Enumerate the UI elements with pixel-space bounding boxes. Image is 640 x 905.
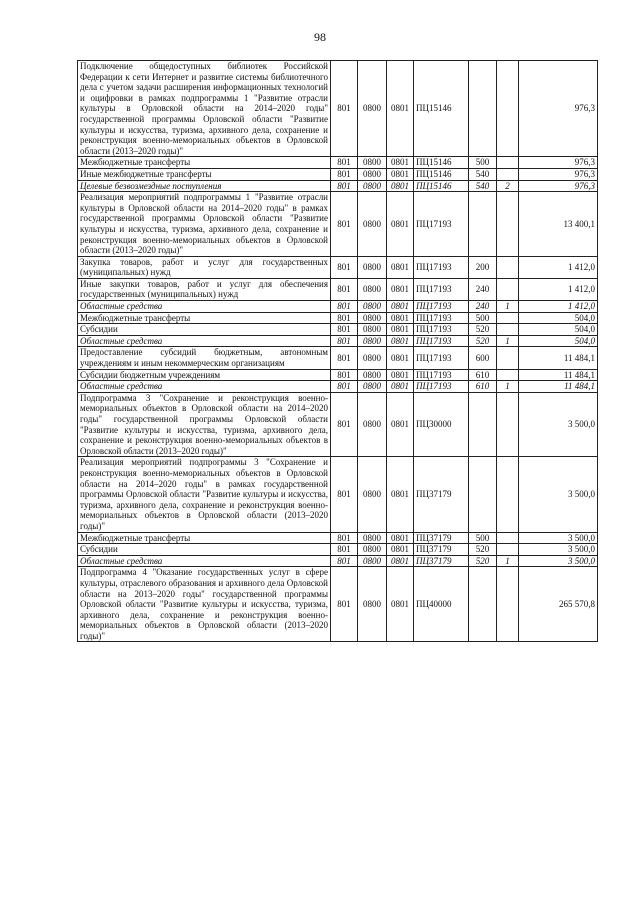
row-subsection-code: 0801: [387, 544, 414, 556]
row-funding-source: 1: [497, 301, 519, 313]
table-row: [78, 157, 598, 169]
row-section-code: 0800: [358, 278, 387, 300]
row-name: Реализация мероприятий подпрограммы 3 "Сохранение и реконструкция военно-мемориальных объектов в Орловской области на 2014–2020 годы" в рамках государственной программы Орловской области "Развитие культуры и искусства, туризма, архивного дела, сохранение и реконструкция военно-мемориальных объектов в Орловской области (2013–2020 годы)": [78, 457, 331, 532]
row-target-article: ПЦ17193: [414, 369, 469, 381]
row-target-article: ПЦ17193: [414, 381, 469, 393]
row-name: Областные средства: [78, 335, 331, 347]
row-section-code: 0800: [358, 555, 387, 567]
row-amount: 11 484,1: [519, 347, 598, 369]
row-subsection-code: 0801: [387, 381, 414, 393]
row-amount: 976,3: [519, 157, 598, 169]
table-row: [78, 312, 598, 324]
row-target-article: ПЦ37179: [414, 555, 469, 567]
row-subsection-code: 0801: [387, 168, 414, 180]
row-funding-source: [497, 544, 519, 556]
row-ved-code: 801: [331, 567, 358, 642]
table-row: [78, 457, 598, 532]
budget-table: [77, 60, 598, 642]
row-name: Подпрограмма 3 "Сохранение и реконструкция военно-мемориальных объектов в Орловской области на 2014–2020 годы" государственной программы Орловской области "Развитие культуры и искусства, туризма, архивного дела, сохранение и реконструкция военно-мемориальных объектов в Орловской области (2013–2020 годы)": [78, 392, 331, 457]
row-ved-code: 801: [331, 180, 358, 192]
row-funding-source: [497, 567, 519, 642]
row-expense-type: [469, 192, 497, 257]
row-name: Предоставление субсидий бюджетным, автономным учреждениям и иным некоммерческим организациям: [78, 347, 331, 369]
row-target-article: ПЦ17193: [414, 192, 469, 257]
table-row: [78, 278, 598, 300]
row-expense-type: [469, 392, 497, 457]
row-expense-type: 500: [469, 312, 497, 324]
row-name: Областные средства: [78, 301, 331, 313]
row-section-code: 0800: [358, 369, 387, 381]
row-amount: 1 412,0: [519, 278, 598, 300]
table-row: [78, 301, 598, 313]
row-section-code: 0800: [358, 256, 387, 278]
row-section-code: 0800: [358, 381, 387, 393]
row-subsection-code: 0801: [387, 301, 414, 313]
row-subsection-code: 0801: [387, 457, 414, 532]
row-amount: 1 412,0: [519, 301, 598, 313]
row-section-code: 0800: [358, 335, 387, 347]
row-subsection-code: 0801: [387, 157, 414, 169]
row-ved-code: 801: [331, 168, 358, 180]
row-ved-code: 801: [331, 324, 358, 336]
table-row: [78, 381, 598, 393]
row-section-code: 0800: [358, 457, 387, 532]
row-section-code: 0800: [358, 532, 387, 544]
row-section-code: 0800: [358, 312, 387, 324]
table-row: [78, 347, 598, 369]
row-name: Межбюджетные трансферты: [78, 312, 331, 324]
row-ved-code: 801: [331, 381, 358, 393]
table-row: [78, 324, 598, 336]
row-amount: 976,3: [519, 61, 598, 157]
row-amount: 1 412,0: [519, 256, 598, 278]
row-name: Межбюджетные трансферты: [78, 157, 331, 169]
row-expense-type: 240: [469, 301, 497, 313]
row-target-article: ПЦ17193: [414, 278, 469, 300]
table-body: [78, 61, 598, 642]
row-funding-source: [497, 256, 519, 278]
row-funding-source: [497, 61, 519, 157]
row-target-article: ПЦ15146: [414, 180, 469, 192]
row-name: Областные средства: [78, 381, 331, 393]
row-section-code: 0800: [358, 301, 387, 313]
row-expense-type: 520: [469, 335, 497, 347]
table-row: [78, 192, 598, 257]
row-subsection-code: 0801: [387, 256, 414, 278]
row-amount: 504,0: [519, 335, 598, 347]
row-funding-source: 1: [497, 335, 519, 347]
row-target-article: ПЦ15146: [414, 157, 469, 169]
row-ved-code: 801: [331, 457, 358, 532]
row-expense-type: 200: [469, 256, 497, 278]
row-ved-code: 801: [331, 157, 358, 169]
row-name: Иные межбюджетные трансферты: [78, 168, 331, 180]
row-amount: 13 400,1: [519, 192, 598, 257]
row-subsection-code: 0801: [387, 278, 414, 300]
row-expense-type: 540: [469, 168, 497, 180]
row-amount: 3 500,0: [519, 532, 598, 544]
row-ved-code: 801: [331, 369, 358, 381]
row-expense-type: 610: [469, 381, 497, 393]
row-section-code: 0800: [358, 567, 387, 642]
row-ved-code: 801: [331, 278, 358, 300]
row-subsection-code: 0801: [387, 347, 414, 369]
row-funding-source: [497, 168, 519, 180]
row-name: Субсидии бюджетным учреждениям: [78, 369, 331, 381]
row-target-article: ПЦ40000: [414, 567, 469, 642]
row-section-code: 0800: [358, 347, 387, 369]
row-name: Подпрограмма 4 "Оказание государственных услуг в сфере культуры, отраслевого образования и архивного дела Орловской области на 2013–2020 годы" государственной программы Орловской области "Развитие культуры и искусства, туризма, архивного дела, сохранение и реконструкция военно-мемориальных объектов в Орловской области (2013–2020 годы)": [78, 567, 331, 642]
row-target-article: ПЦ15146: [414, 61, 469, 157]
row-funding-source: 1: [497, 555, 519, 567]
row-ved-code: 801: [331, 555, 358, 567]
row-expense-type: 500: [469, 157, 497, 169]
row-subsection-code: 0801: [387, 61, 414, 157]
row-funding-source: [497, 312, 519, 324]
table-row: [78, 256, 598, 278]
row-expense-type: 240: [469, 278, 497, 300]
row-funding-source: [497, 157, 519, 169]
row-target-article: ПЦ15146: [414, 168, 469, 180]
row-amount: 3 500,0: [519, 544, 598, 556]
table-row: [78, 180, 598, 192]
row-funding-source: [497, 457, 519, 532]
row-funding-source: [497, 347, 519, 369]
table-row: [78, 61, 598, 157]
row-expense-type: 600: [469, 347, 497, 369]
row-amount: 3 500,0: [519, 457, 598, 532]
row-subsection-code: 0801: [387, 324, 414, 336]
table-row: [78, 555, 598, 567]
table-row: [78, 532, 598, 544]
row-name: Реализация мероприятий подпрограммы 1 "Развитие отрасли культуры в Орловской области на 2014–2020 годы" в рамках государственной программы Орловской области "Развитие культуры и искусства, туризма, архивного дела, сохранение и реконструкция военно-мемориальных объектов в Орловской области (2013–2020 годы)": [78, 192, 331, 257]
table-row: [78, 335, 598, 347]
row-subsection-code: 0801: [387, 392, 414, 457]
row-amount: 265 570,8: [519, 567, 598, 642]
row-name: Областные средства: [78, 555, 331, 567]
row-expense-type: 540: [469, 180, 497, 192]
row-amount: 504,0: [519, 312, 598, 324]
table-row: [78, 567, 598, 642]
row-ved-code: 801: [331, 312, 358, 324]
row-ved-code: 801: [331, 544, 358, 556]
table-row: [78, 369, 598, 381]
row-funding-source: [497, 369, 519, 381]
row-expense-type: [469, 61, 497, 157]
row-target-article: ПЦ17193: [414, 256, 469, 278]
row-ved-code: 801: [331, 335, 358, 347]
row-subsection-code: 0801: [387, 312, 414, 324]
row-target-article: ПЦ37179: [414, 544, 469, 556]
row-name: Субсидии: [78, 544, 331, 556]
row-target-article: ПЦ17193: [414, 335, 469, 347]
row-ved-code: 801: [331, 347, 358, 369]
row-expense-type: 520: [469, 544, 497, 556]
row-amount: 976,3: [519, 180, 598, 192]
page-number: 98: [314, 30, 326, 44]
row-expense-type: [469, 457, 497, 532]
row-ved-code: 801: [331, 192, 358, 257]
row-section-code: 0800: [358, 324, 387, 336]
row-section-code: 0800: [358, 157, 387, 169]
row-name: Подключение общедоступных библиотек Российской Федерации к сети Интернет и развитие системы библиотечного дела с учетом задачи расширения информационных технологий и оцифровки в рамках подпрограммы 1 "Развитие отрасли культуры в Орловской области на 2014–2020 годы" государственной программы Орловской области "Развитие культуры и искусства, туризма, архивного дела, сохранение и реконструкция военно-мемориальных объектов в Орловской области (2013–2020 годы)": [78, 61, 331, 157]
table-row: [78, 392, 598, 457]
row-name: Межбюджетные трансферты: [78, 532, 331, 544]
row-ved-code: 801: [331, 256, 358, 278]
row-subsection-code: 0801: [387, 532, 414, 544]
row-ved-code: 801: [331, 61, 358, 157]
row-funding-source: [497, 192, 519, 257]
row-expense-type: 520: [469, 555, 497, 567]
row-name: Целевые безвозмездные поступления: [78, 180, 331, 192]
row-funding-source: [497, 324, 519, 336]
row-funding-source: 1: [497, 381, 519, 393]
row-target-article: ПЦ37179: [414, 532, 469, 544]
row-subsection-code: 0801: [387, 555, 414, 567]
row-subsection-code: 0801: [387, 180, 414, 192]
row-ved-code: 801: [331, 532, 358, 544]
row-expense-type: 610: [469, 369, 497, 381]
table-row: [78, 544, 598, 556]
row-subsection-code: 0801: [387, 335, 414, 347]
row-section-code: 0800: [358, 192, 387, 257]
row-amount: 504,0: [519, 324, 598, 336]
row-target-article: ПЦ17193: [414, 347, 469, 369]
row-ved-code: 801: [331, 301, 358, 313]
row-amount: 3 500,0: [519, 392, 598, 457]
row-expense-type: 500: [469, 532, 497, 544]
row-name: Субсидии: [78, 324, 331, 336]
row-ved-code: 801: [331, 392, 358, 457]
row-funding-source: 2: [497, 180, 519, 192]
row-section-code: 0800: [358, 168, 387, 180]
row-section-code: 0800: [358, 544, 387, 556]
row-subsection-code: 0801: [387, 192, 414, 257]
row-section-code: 0800: [358, 392, 387, 457]
row-amount: 11 484,1: [519, 369, 598, 381]
row-expense-type: [469, 567, 497, 642]
row-name: Закупка товаров, работ и услуг для государственных (муниципальных) нужд: [78, 256, 331, 278]
table-row: [78, 168, 598, 180]
row-funding-source: [497, 278, 519, 300]
row-subsection-code: 0801: [387, 567, 414, 642]
row-name: Иные закупки товаров, работ и услуг для обеспечения государственных (муниципальных) нужд: [78, 278, 331, 300]
row-target-article: ПЦ37179: [414, 457, 469, 532]
row-subsection-code: 0801: [387, 369, 414, 381]
row-section-code: 0800: [358, 61, 387, 157]
row-target-article: ПЦ30000: [414, 392, 469, 457]
row-amount: 11 484,1: [519, 381, 598, 393]
row-target-article: ПЦ17193: [414, 312, 469, 324]
row-funding-source: [497, 392, 519, 457]
row-expense-type: 520: [469, 324, 497, 336]
row-target-article: ПЦ17193: [414, 324, 469, 336]
row-amount: 3 500,0: [519, 555, 598, 567]
row-target-article: ПЦ17193: [414, 301, 469, 313]
row-funding-source: [497, 532, 519, 544]
row-section-code: 0800: [358, 180, 387, 192]
row-amount: 976,3: [519, 168, 598, 180]
